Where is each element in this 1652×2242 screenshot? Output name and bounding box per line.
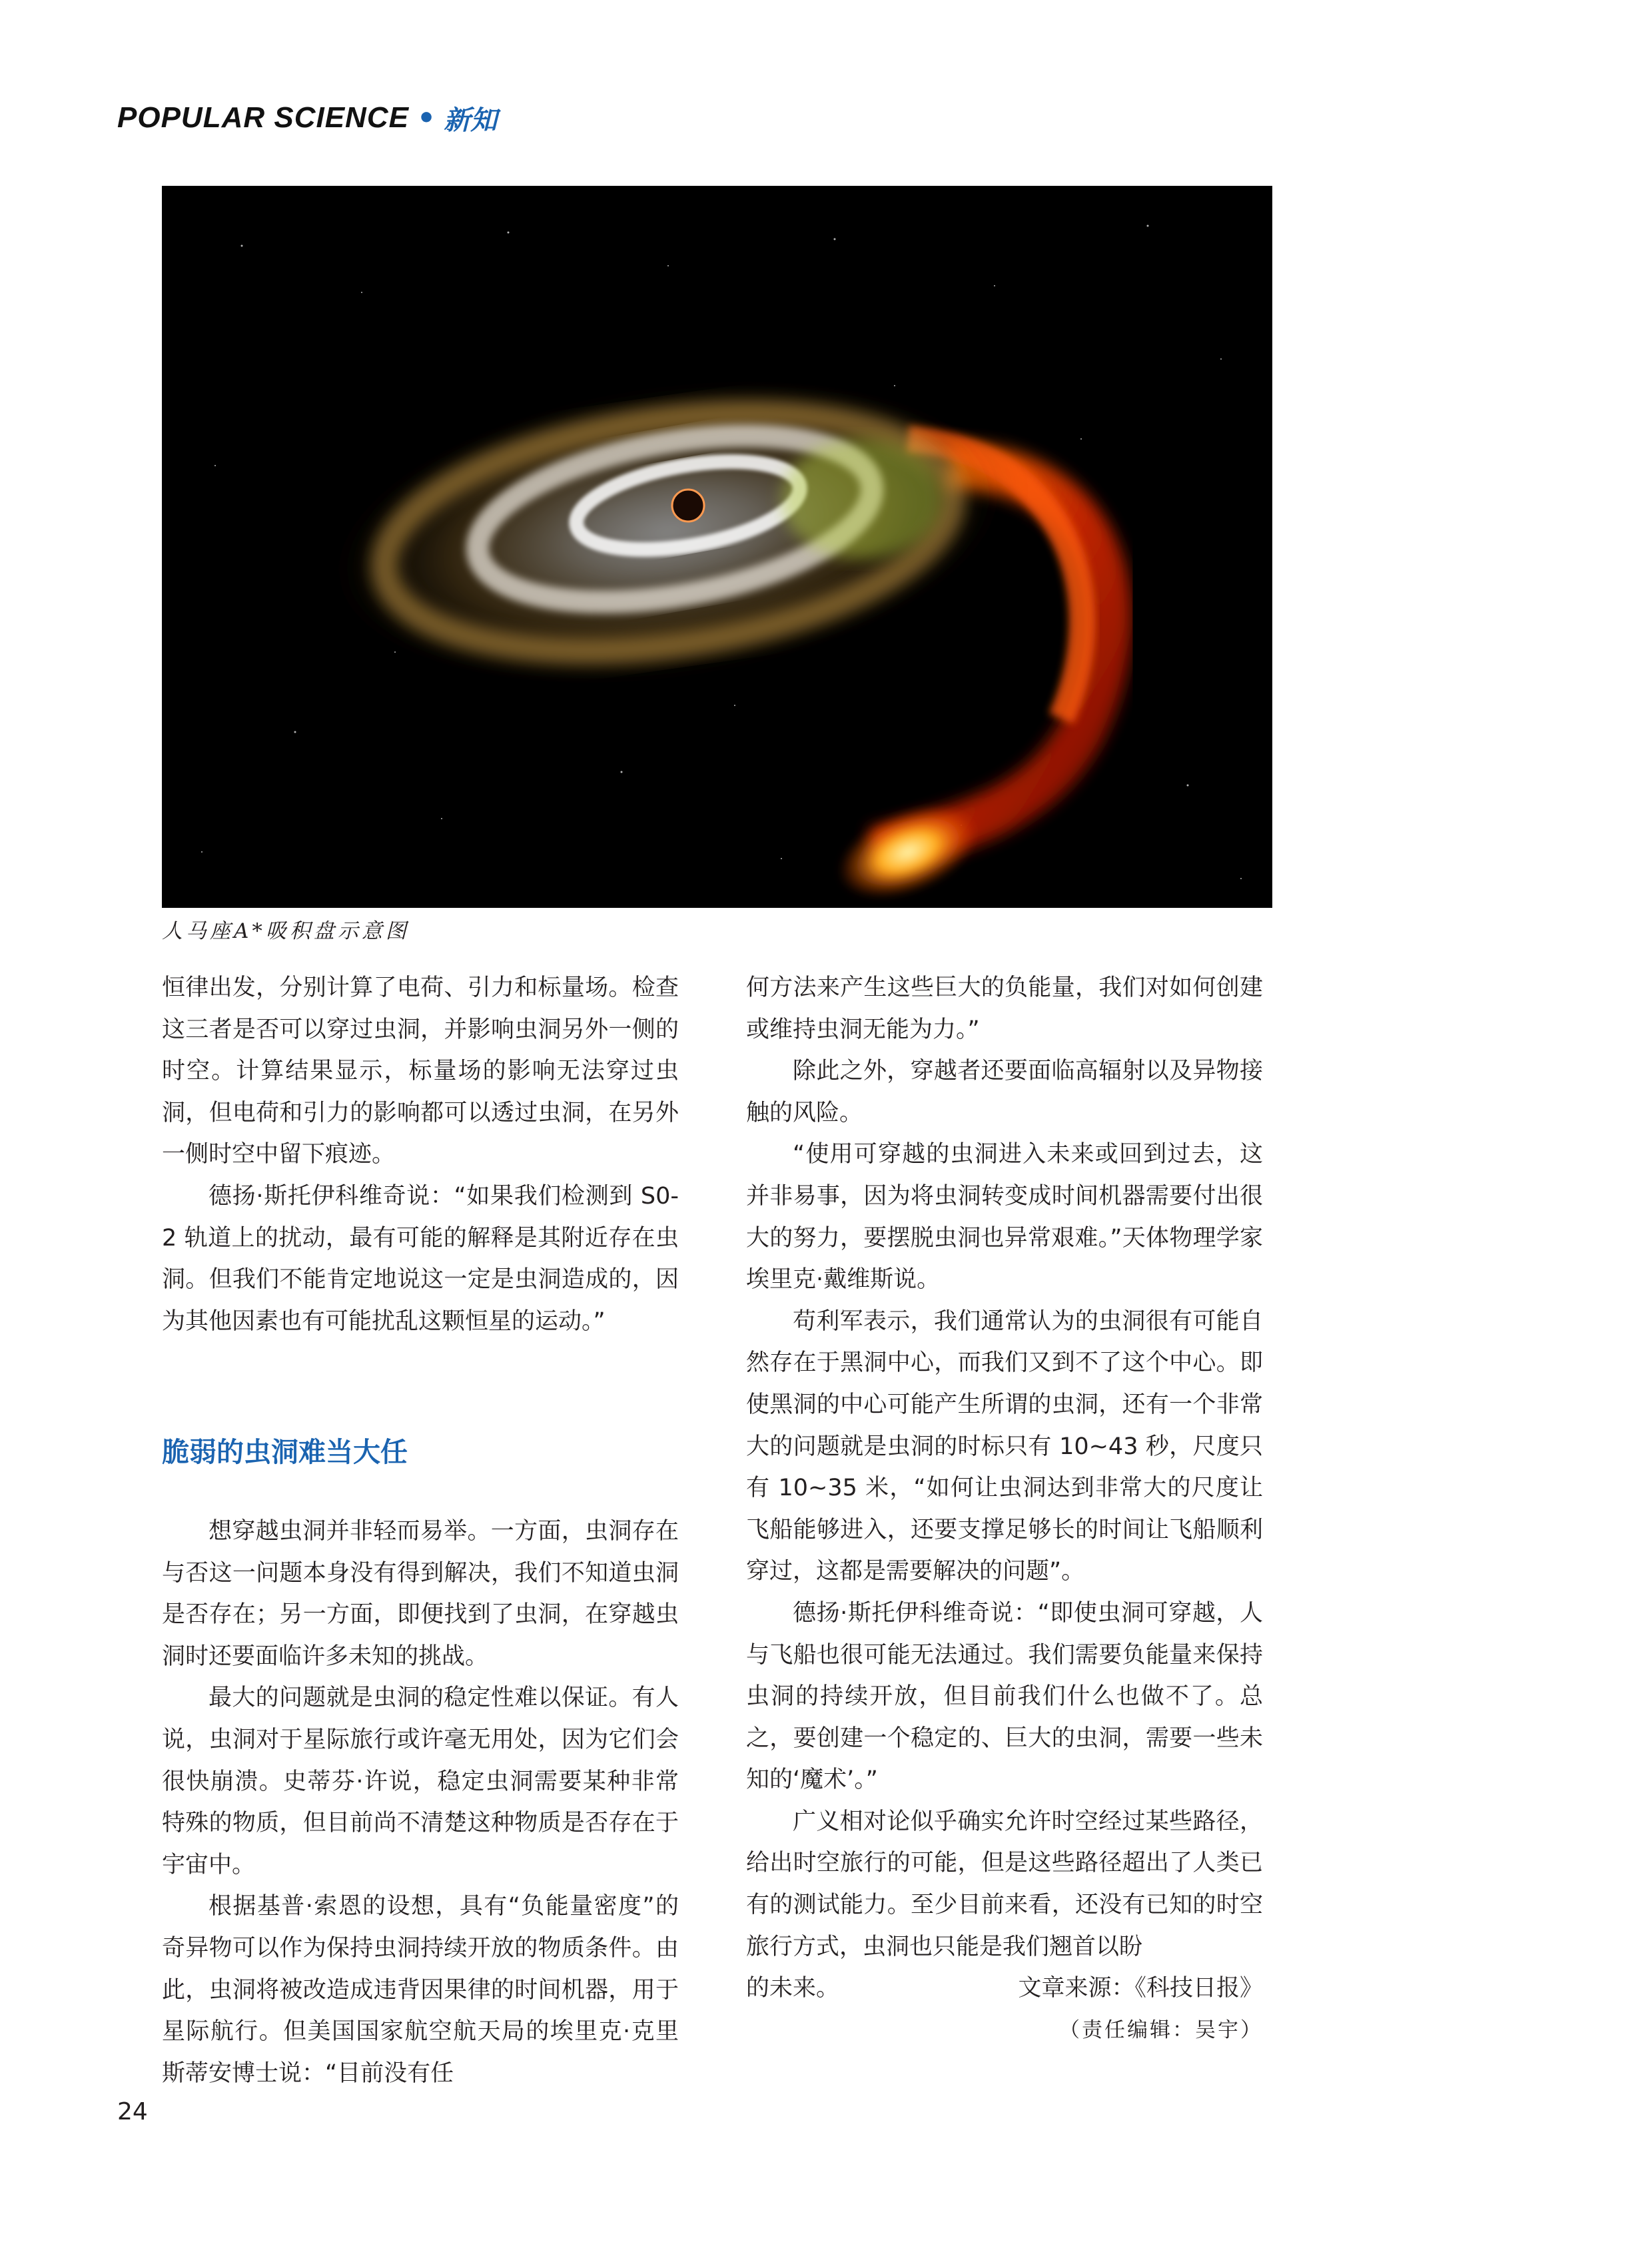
closing-text: 的未来。 xyxy=(746,1975,840,2002)
page-number: 24 xyxy=(117,2098,148,2125)
paragraph: 恒律出发，分别计算了电荷、引力和标量场。检查这三者是否可以穿过虫洞，并影响虫洞另外一侧的时空。计算结果显示，标量场的影响无法穿过虫洞，但电荷和引力的影响都可以透过虫洞，在另外一侧时空中留下痕迹。 xyxy=(162,974,679,1168)
paragraph: 德扬·斯托伊科维奇说：“即使虫洞可穿越，人与飞船也很可能无法通过。我们需要负能量来保持虫洞的持续开放，但目前我们什么也做不了。总之，要创建一个稳定的、巨大的虫洞，需要一些未知的‘魔术’。” xyxy=(746,1599,1263,1794)
closing-line xyxy=(746,1968,1263,2010)
accretion-disk-illustration xyxy=(162,186,1272,908)
paragraph: 根据基普·索恩的设想，具有“负能量密度”的奇异物可以作为保持虫洞持续开放的物质条件。由此，虫洞将被改造成违背因果律的时间机器，用于星际航行。但美国国家航空航天局的埃里克·克里斯蒂安博士说：“目前没有任 xyxy=(162,1893,679,2087)
section-subheading: 脆弱的虫洞难当大任 xyxy=(162,1436,408,1468)
right-column xyxy=(746,967,1263,2051)
paragraph: 苟利军表示，我们通常认为的虫洞很有可能自然存在于黑洞中心，而我们又到不了这个中心。即使黑洞的中心可能产生所谓的虫洞，还有一个非常大的问题就是虫洞的时标只有 10~43 秒，尺度只有 10~35 米，“如何让虫洞达到非常大的尺度让飞船能够进入，还要支撑足够长的时间让飞船顺利穿过，这都是需要解决的问题”。 xyxy=(746,1308,1263,1585)
paragraph: 德扬·斯托伊科维奇说：“如果我们检测到 S0-2 轨道上的扰动，最有可能的解释是其附近存在虫洞。但我们不能肯定地说这一定是虫洞造成的，因为其他因素也有可能扰乱这颗恒星的运动。” xyxy=(162,1182,679,1335)
left-column-top xyxy=(162,967,679,1342)
paragraph: 广义相对论似乎确实允许时空经过某些路径，给出时空旅行的可能，但是这些路径超出了人类已有的测试能力。至少目前来看，还没有已知的时空旅行方式，虫洞也只能是我们翘首以盼 xyxy=(746,1808,1263,1960)
header-separator-dot: • xyxy=(416,101,436,135)
paragraph: 除此之外，穿越者还要面临高辐射以及异物接触的风险。 xyxy=(746,1058,1263,1126)
paragraph: 最大的问题就是虫洞的稳定性难以保证。有人说，虫洞对于星际旅行或许毫无用处，因为它们会很快崩溃。史蒂芬·许说，稳定虫洞需要某种非常特殊的物质，但目前尚不清楚这种物质是否存在于宇宙中。 xyxy=(162,1684,679,1878)
section-tag: 新知 xyxy=(444,105,498,136)
figure-caption: 人马座A*吸积盘示意图 xyxy=(162,919,410,943)
page-header xyxy=(117,95,497,141)
paragraph: 想穿越虫洞并非轻而易举。一方面，虫洞存在与否这一问题本身没有得到解决，我们不知道虫洞是否存在；另一方面，即便找到了虫洞，在穿越虫洞时还要面临许多未知的挑战。 xyxy=(162,1518,679,1670)
left-column-bottom xyxy=(162,1511,679,2094)
article-source: 文章来源：《科技日报》 xyxy=(1018,1975,1263,2002)
paragraph: “使用可穿越的虫洞进入未来或回到过去，这并非易事，因为将虫洞转变成时间机器需要付出很大的努力，要摆脱虫洞也异常艰难。”天体物理学家埃里克·戴维斯说。 xyxy=(746,1141,1263,1294)
accretion-disk-image xyxy=(162,186,1272,908)
paragraph: 何方法来产生这些巨大的负能量，我们对如何创建或维持虫洞无能为力。” xyxy=(746,974,1263,1043)
magazine-brand: POPULAR SCIENCE xyxy=(117,101,409,134)
responsible-editor: （责任编辑：吴宇） xyxy=(1059,2018,1263,2042)
